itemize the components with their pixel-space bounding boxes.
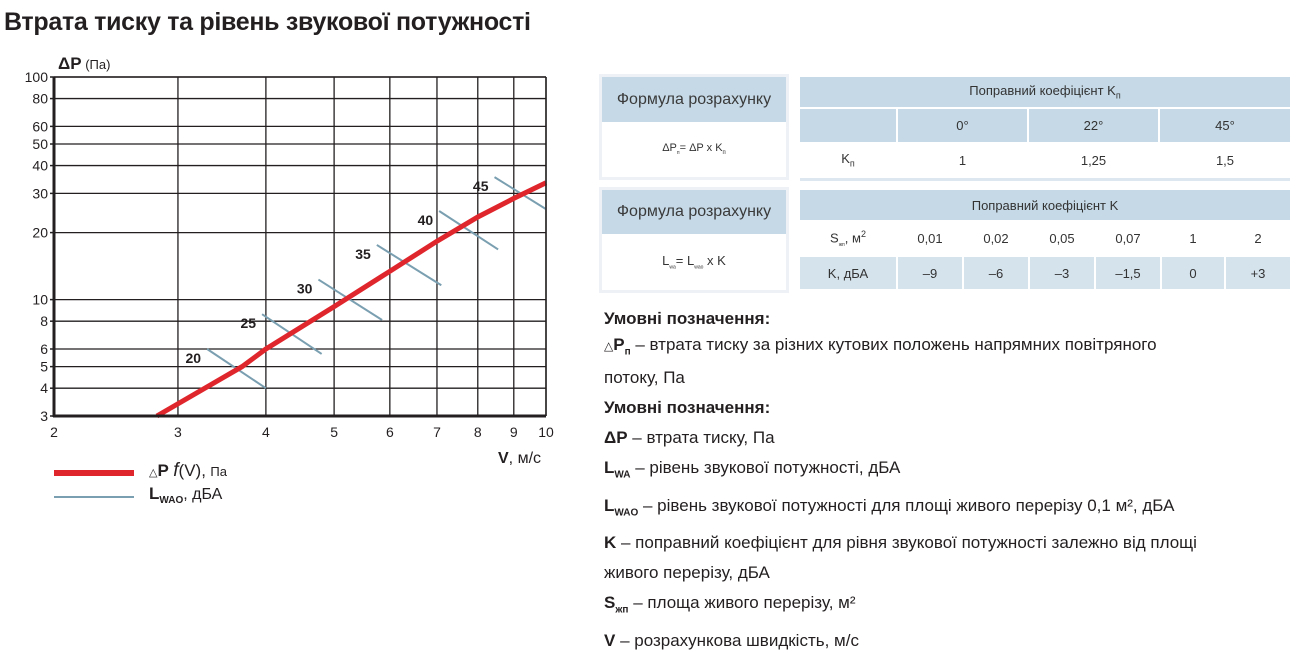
note-item: K – поправний коефіцієнт для рівня звукової потужності залежно від площі	[604, 533, 1197, 553]
kp-col-blank	[800, 109, 896, 142]
blue-line-swatch	[54, 496, 134, 498]
formula-pressure: $\Delta P_п= \Delta P$ x $K_п$	[662, 142, 726, 157]
kp-col-22: 22°	[1029, 109, 1158, 142]
kp-value: 1,5	[1215, 152, 1235, 168]
red-line-swatch	[54, 470, 134, 476]
kp-table-title: Поправний коефіцієнт $K_п$	[800, 77, 1290, 107]
kp-col-0: 0°	[898, 109, 1027, 142]
formula-sound: $L_{wa}= L_{wao}$ x K	[662, 253, 726, 271]
y-axis-label: ΔP (Па)	[58, 54, 111, 73]
k-correction-table	[800, 190, 1290, 290]
formula-box-pressure	[602, 77, 786, 177]
note-item: $L_{WAO}$ – рівень звукової потужності для площі живого перерізу 0,1 м², дБА	[604, 495, 1175, 519]
k-area-value: 0,07	[1115, 231, 1141, 246]
x-tick-label: 3	[174, 424, 182, 440]
note-dp-n-cont: потоку, Па	[604, 368, 685, 388]
x-tick-label: 5	[330, 424, 339, 440]
k-area-value: 1	[1189, 231, 1197, 246]
x-tick-label: 4	[261, 424, 270, 440]
y-tick-label: 40	[32, 157, 48, 174]
x-tick-label: 2	[50, 424, 58, 440]
isoline-label: 20	[185, 349, 202, 366]
y-tick-label: 3	[40, 408, 48, 424]
x-tick-label: 10	[538, 424, 554, 440]
isoline-label: 40	[417, 212, 434, 229]
note-dp-n: $\triangle P_п$ – втрата тиску за різних кутових положень напрямних повітряного	[604, 335, 1157, 358]
y-tick-label: 80	[32, 90, 48, 107]
k-area-value: 2	[1254, 231, 1262, 246]
kp-row-label: $K_п$	[841, 151, 855, 169]
x-axis-label: V, м/с	[498, 450, 542, 467]
y-tick-label: 50	[32, 136, 48, 153]
formula-header: Формула розрахунку	[602, 190, 786, 234]
symbol-legend	[604, 306, 1294, 654]
note-item: живого перерізу, дБА	[604, 563, 770, 583]
y-tick-label: 60	[32, 118, 48, 135]
lwao-isoline	[439, 211, 498, 249]
notes-list	[604, 425, 1294, 653]
y-tick-label: 4	[40, 380, 48, 397]
kp-value: 1,25	[1080, 152, 1107, 168]
k-row1-label: $S_{жп}$, $м^2$	[830, 229, 866, 248]
isoline-label: 35	[355, 245, 371, 262]
k-dba-value: –6	[964, 257, 1028, 289]
isoline-label: 45	[472, 178, 489, 195]
note-item: ΔP – втрата тиску, Па	[604, 428, 775, 448]
x-tick-label: 6	[385, 424, 394, 440]
k-area-value: 0,02	[983, 231, 1009, 246]
isoline-label: 25	[240, 315, 257, 332]
page-title: Втрата тиску та рівень звукової потужності	[4, 8, 531, 36]
k-dba-value: 0	[1162, 257, 1224, 289]
y-tick-label: 5	[40, 358, 48, 375]
y-tick-label: 10	[32, 291, 48, 308]
x-tick-label: 9	[509, 424, 518, 440]
isoline-label: 30	[296, 280, 313, 297]
formula-box-sound	[602, 190, 786, 290]
y-tick-label: 30	[32, 185, 48, 202]
note-item: V – розрахункова швидкість, м/с	[604, 630, 859, 650]
lwao-isoline	[377, 245, 441, 285]
k-table-title: Поправний коефіцієнт K	[800, 190, 1290, 220]
y-tick-label: 8	[40, 313, 48, 330]
notes-heading-1: Умовні позначення:	[604, 309, 771, 328]
x-tick-label: 8	[473, 424, 482, 440]
y-tick-label: 6	[40, 340, 48, 357]
k-dba-value: –3	[1030, 257, 1094, 289]
chart-grid	[54, 77, 546, 416]
k-dba-value: +3	[1226, 257, 1290, 289]
note-item: $S_{жп}$ – площа живого перерізу, м²	[604, 593, 856, 616]
kp-col-45: 45°	[1160, 109, 1290, 142]
note-item: $L_{WA}$ – рівень звукової потужності, дБА	[604, 458, 901, 481]
kp-value: 1	[958, 152, 967, 168]
x-tick-label: 7	[433, 424, 441, 440]
k-row2-label: K, дБА	[800, 257, 896, 289]
k-area-value: 0,01	[917, 231, 943, 246]
axis-ticks	[25, 69, 554, 440]
table-rule	[800, 178, 1290, 181]
notes-heading-2: Умовні позначення:	[604, 398, 771, 418]
formula-header: Формула розрахунку	[602, 77, 786, 122]
k-dba-value: –1,5	[1096, 257, 1160, 289]
k-dba-value: –9	[898, 257, 962, 289]
y-tick-label: 20	[32, 224, 48, 241]
kp-correction-table	[800, 77, 1290, 181]
y-tick-label: 100	[24, 69, 48, 85]
k-area-value: 0,05	[1049, 231, 1075, 246]
